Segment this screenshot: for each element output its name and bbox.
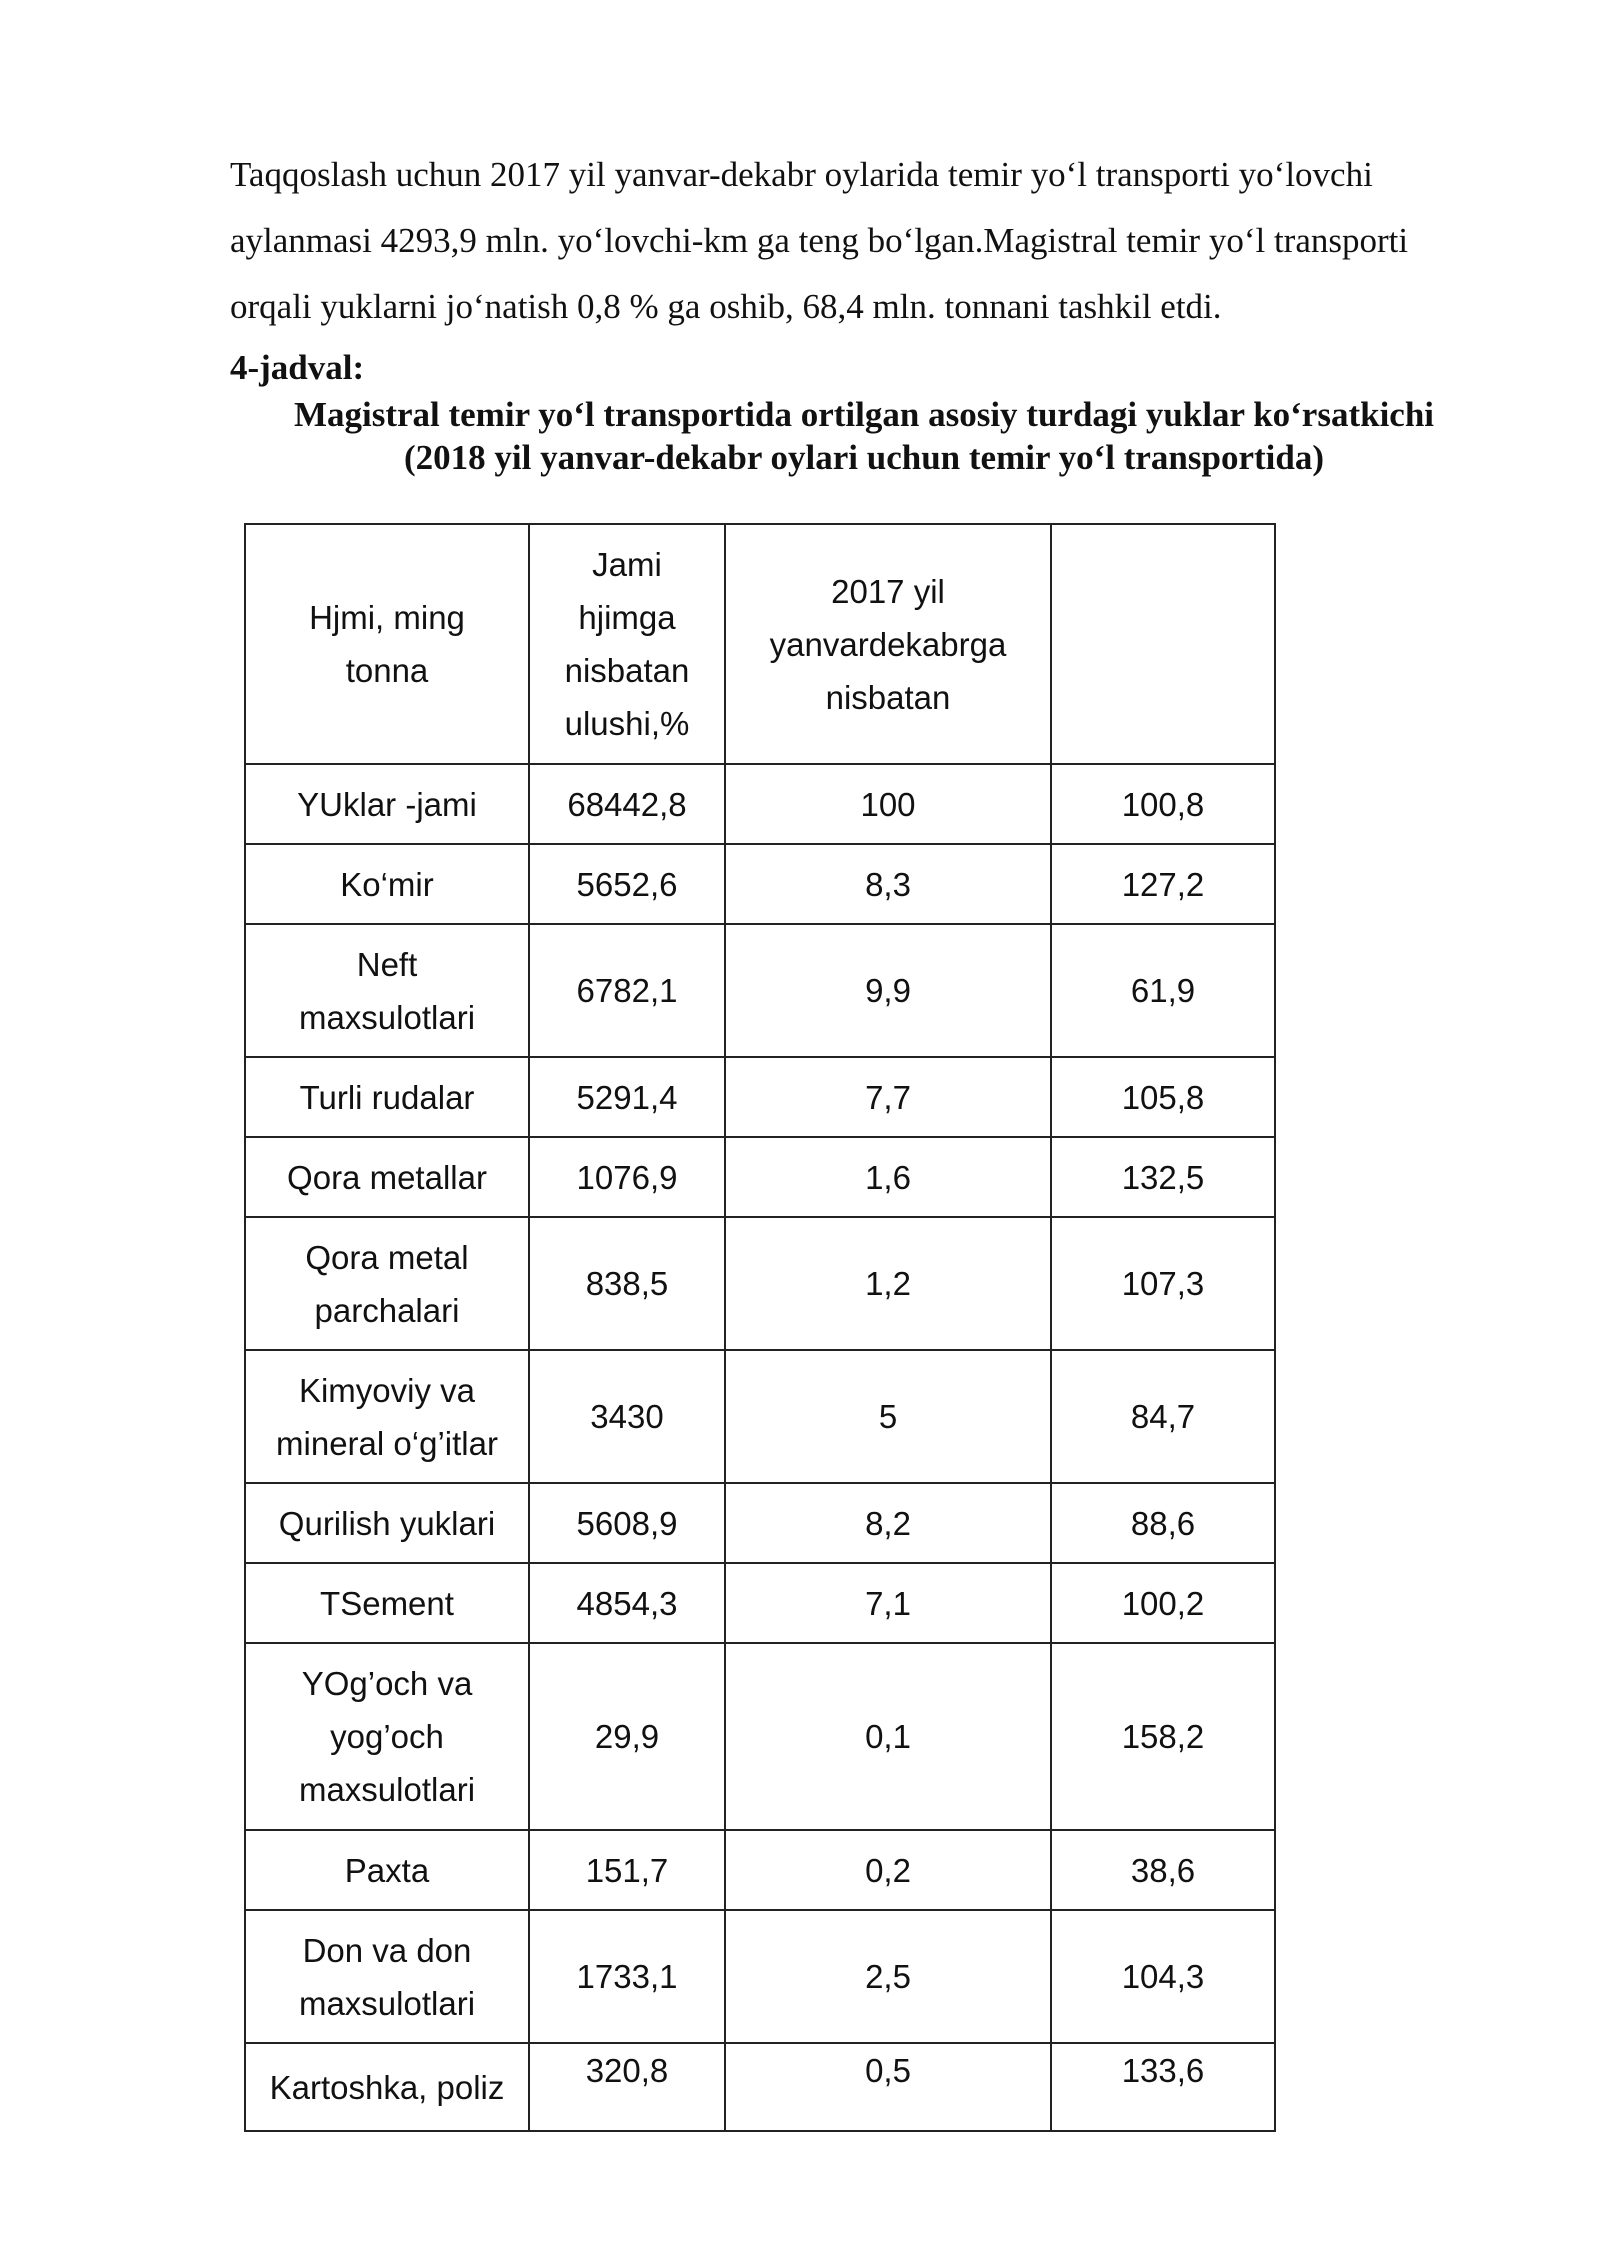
volume-cell: 5652,6	[529, 844, 725, 924]
cargo-name-cell	[245, 764, 529, 844]
share-cell: 2,5	[725, 1910, 1051, 2043]
cargo-name-cell	[245, 924, 529, 1057]
header-cell-line: 2017 yil	[831, 572, 945, 610]
table-row	[245, 1910, 1275, 2043]
cargo-name-cell	[245, 1217, 529, 1350]
change-cell: 132,5	[1051, 1137, 1275, 1217]
table-row	[245, 1830, 1275, 1910]
volume-cell: 1076,9	[529, 1137, 725, 1217]
change-cell: 38,6	[1051, 1830, 1275, 1910]
volume-cell: 151,7	[529, 1830, 725, 1910]
change-cell: 88,6	[1051, 1483, 1275, 1563]
share-cell: 5	[725, 1350, 1051, 1483]
table-row	[245, 1483, 1275, 1563]
change-cell: 61,9	[1051, 924, 1275, 1057]
volume-cell: 4854,3	[529, 1563, 725, 1643]
header-cell-line: yanvardekabrga	[769, 625, 1007, 663]
cargo-name-cell-line: YOg’och va	[301, 1665, 473, 1702]
header-cell-line: nisbatan	[564, 652, 690, 689]
change-cell: 100,2	[1051, 1563, 1275, 1643]
share-cell: 0,5	[725, 2043, 1051, 2131]
header-cell	[529, 524, 725, 764]
change-cell: 100,8	[1051, 764, 1275, 844]
cargo-name-cell-line: parchalari	[314, 1291, 460, 1329]
volume-cell: 5608,9	[529, 1483, 725, 1563]
share-cell: 7,1	[725, 1563, 1051, 1643]
cargo-name-cell	[245, 844, 529, 924]
cargo-name-cell-line: mineral o‘g’itlar	[276, 1424, 498, 1462]
change-cell: 84,7	[1051, 1350, 1275, 1483]
table-row	[245, 1217, 1275, 1350]
cargo-name-cell-line: Turli rudalar	[299, 1078, 475, 1116]
change-cell: 105,8	[1051, 1057, 1275, 1137]
change-cell: 127,2	[1051, 844, 1275, 924]
cargo-name-cell	[245, 1137, 529, 1217]
table-row	[245, 1643, 1275, 1830]
header-cell-line: tonna	[345, 652, 429, 689]
share-cell: 7,7	[725, 1057, 1051, 1137]
volume-cell: 320,8	[529, 2043, 725, 2131]
header-cell	[725, 524, 1051, 764]
change-cell: 104,3	[1051, 1910, 1275, 2043]
cargo-name-cell	[245, 1563, 529, 1643]
header-cell	[1051, 524, 1275, 764]
cargo-name-cell	[245, 1910, 529, 2043]
table-row	[245, 1057, 1275, 1137]
cargo-name-cell	[245, 1483, 529, 1563]
table-title-line: (2018 yil yanvar-dekabr oylari uchun temir yo‘l transportida)	[403, 438, 1325, 477]
cargo-name-cell-line: Ko‘mir	[340, 865, 434, 903]
cargo-name-cell-line: Don va don	[302, 1931, 472, 1969]
share-cell: 8,2	[725, 1483, 1051, 1563]
change-cell: 107,3	[1051, 1217, 1275, 1350]
share-cell: 9,9	[725, 924, 1051, 1057]
volume-cell: 838,5	[529, 1217, 725, 1350]
volume-cell: 3430	[529, 1350, 725, 1483]
cargo-name-cell	[245, 1830, 529, 1910]
share-cell: 0,2	[725, 1830, 1051, 1910]
table-row	[245, 1137, 1275, 1217]
cargo-name-cell	[245, 2043, 529, 2131]
table-row	[245, 844, 1275, 924]
change-cell: 133,6	[1051, 2043, 1275, 2131]
cargo-name-cell-line: Qurilish yuklari	[278, 1504, 496, 1542]
change-cell: 158,2	[1051, 1643, 1275, 1830]
cargo-name-cell-line: Kartoshka, poliz	[269, 2068, 505, 2106]
table-label: 4-jadval:	[230, 348, 365, 387]
share-cell: 8,3	[725, 844, 1051, 924]
cargo-name-cell-line: yog’och	[330, 1718, 444, 1755]
cargo-name-cell	[245, 1057, 529, 1137]
cargo-name-cell-line: maxsulotlari	[298, 1771, 476, 1808]
header-cell-line: nisbatan	[825, 678, 951, 716]
intro-line: aylanmasi 4293,9 mln. yo‘lovchi-km ga teng bo‘lgan.Magistral temir yo‘l transporti	[230, 221, 1409, 260]
cargo-name-cell-line: Kimyoviy va	[298, 1371, 476, 1409]
cargo-name-cell	[245, 1643, 529, 1830]
volume-cell: 29,9	[529, 1643, 725, 1830]
table-row	[245, 1563, 1275, 1643]
intro-paragraph	[230, 142, 1498, 340]
cargo-name-cell	[245, 1350, 529, 1483]
cargo-table	[244, 523, 1276, 2132]
cargo-name-cell-line: Neft	[356, 945, 418, 983]
cargo-name-cell-line: Paxta	[344, 1851, 430, 1889]
cargo-name-cell-line: Qora metal	[305, 1238, 469, 1276]
volume-cell: 1733,1	[529, 1910, 725, 2043]
share-cell: 100	[725, 764, 1051, 844]
volume-cell: 68442,8	[529, 764, 725, 844]
header-cell-line: Hjmi, ming	[309, 599, 465, 636]
table-header-row	[245, 524, 1275, 764]
header-cell-line: Jami	[592, 546, 662, 583]
cargo-name-cell-line: YUklar -jami	[297, 785, 477, 823]
header-cell	[245, 524, 529, 764]
table-row	[245, 2043, 1275, 2131]
header-cell-line: ulushi,%	[564, 705, 690, 742]
volume-cell: 6782,1	[529, 924, 725, 1057]
volume-cell: 5291,4	[529, 1057, 725, 1137]
cargo-name-cell-line: Qora metallar	[287, 1158, 487, 1196]
cargo-name-cell-line: maxsulotlari	[298, 998, 476, 1036]
table-title	[230, 393, 1498, 479]
share-cell: 1,6	[725, 1137, 1051, 1217]
header-cell-line: hjimga	[578, 599, 676, 636]
table-row	[245, 1350, 1275, 1483]
intro-line: orqali yuklarni jo‘natish 0,8 % ga oshib, 68,4 mln. tonnani tashkil etdi.	[230, 287, 1222, 326]
table-title-line: Magistral temir yo‘l transportida ortilgan asosiy turdagi yuklar ko‘rsatkichi	[293, 395, 1435, 434]
cargo-name-cell-line: maxsulotlari	[298, 1984, 476, 2022]
cargo-name-cell-line: TSement	[320, 1584, 454, 1622]
share-cell: 1,2	[725, 1217, 1051, 1350]
share-cell: 0,1	[725, 1643, 1051, 1830]
intro-line: Taqqoslash uchun 2017 yil yanvar-dekabr oylarida temir yo‘l transporti yo‘lovchi	[230, 155, 1373, 194]
table-row	[245, 924, 1275, 1057]
table-row	[245, 764, 1275, 844]
